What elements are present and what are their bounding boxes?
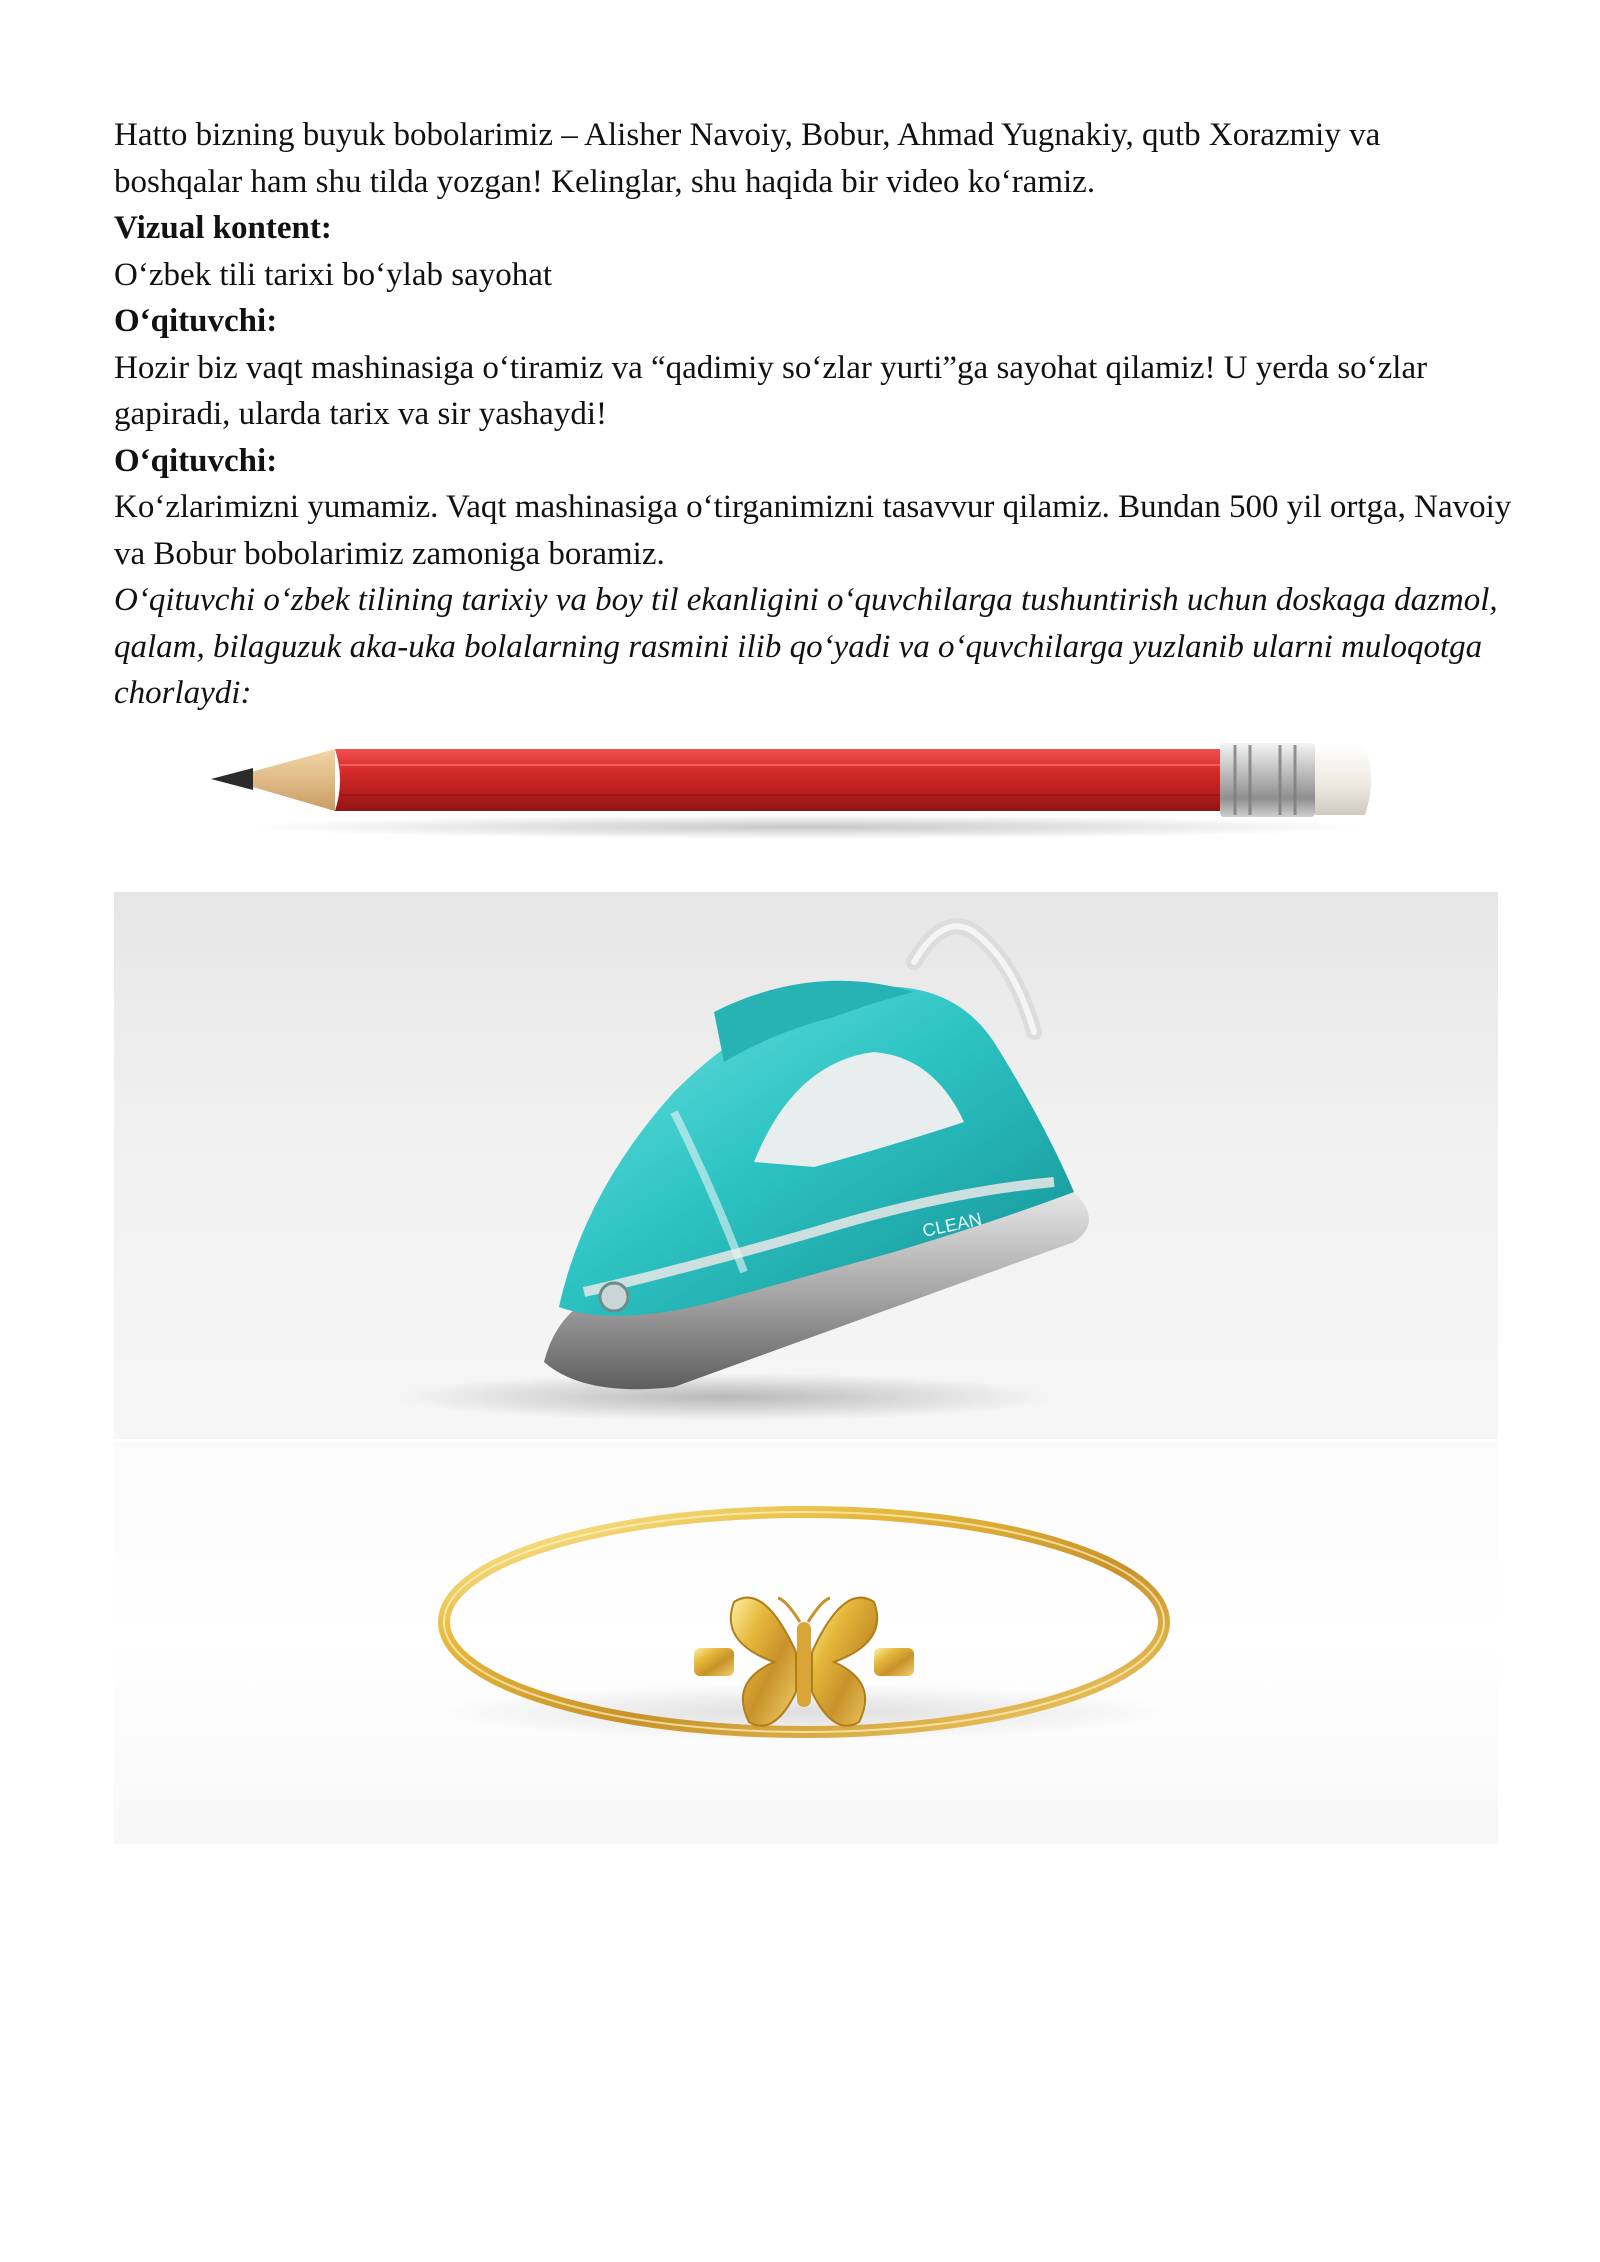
paragraph-intro: Hatto bizning buyuk bobolarimiz – Alisher Navoiy, Bobur, Ahmad Yugnakiy, qutb Xorazmiy va boshqalar ham shu tilda yozgan! Kelinglar, shu haqida bir video koʻramiz. [114, 117, 1381, 200]
paragraph-teacher-1: Hozir biz vaqt mashinasiga oʻtiramiz va “qadimiy soʻzlar yurti”ga sayohat qilamiz! U yerda soʻzlar gapiradi, ularda tarix va sir yashaydi! [114, 349, 1428, 432]
bracelet-image [114, 1442, 1498, 1844]
steam-iron-icon [114, 892, 1498, 1439]
iron-brand-text: CLEAN [920, 1208, 984, 1241]
paragraph-teacher-2: Koʻzlarimizni yumamiz. Vaqt mashinasiga oʻtirganimizni tasavvur qilamiz. Bundan 500 yil ortga, Navoiy va Bobur bobolarimiz zamoniga boramiz. [114, 489, 1512, 572]
document-text [114, 112, 1514, 717]
iron-image [114, 892, 1498, 1439]
heading-visual-content: Vizual kontent: [114, 210, 332, 246]
gold-butterfly-bracelet-icon [114, 1442, 1498, 1844]
paragraph-instruction: Oʻqituvchi oʻzbek tilining tarixiy va boy til ekanligini oʻquvchilarga tushuntirish uchun doskaga dazmol, qalam, bilaguzuk aka-uka bolalarning rasmini ilib qoʻyadi va oʻquvchilarga yuzlanib ularni muloqotga chorlaydi: [114, 582, 1498, 711]
red-pencil-icon [205, 735, 1385, 845]
paragraph-visual-title: Oʻzbek tili tarixi boʻylab sayohat [114, 256, 553, 293]
heading-teacher-2: Oʻqituvchi: [114, 442, 278, 479]
heading-teacher-1: Oʻqituvchi: [114, 303, 278, 339]
pencil-image [205, 735, 1385, 845]
